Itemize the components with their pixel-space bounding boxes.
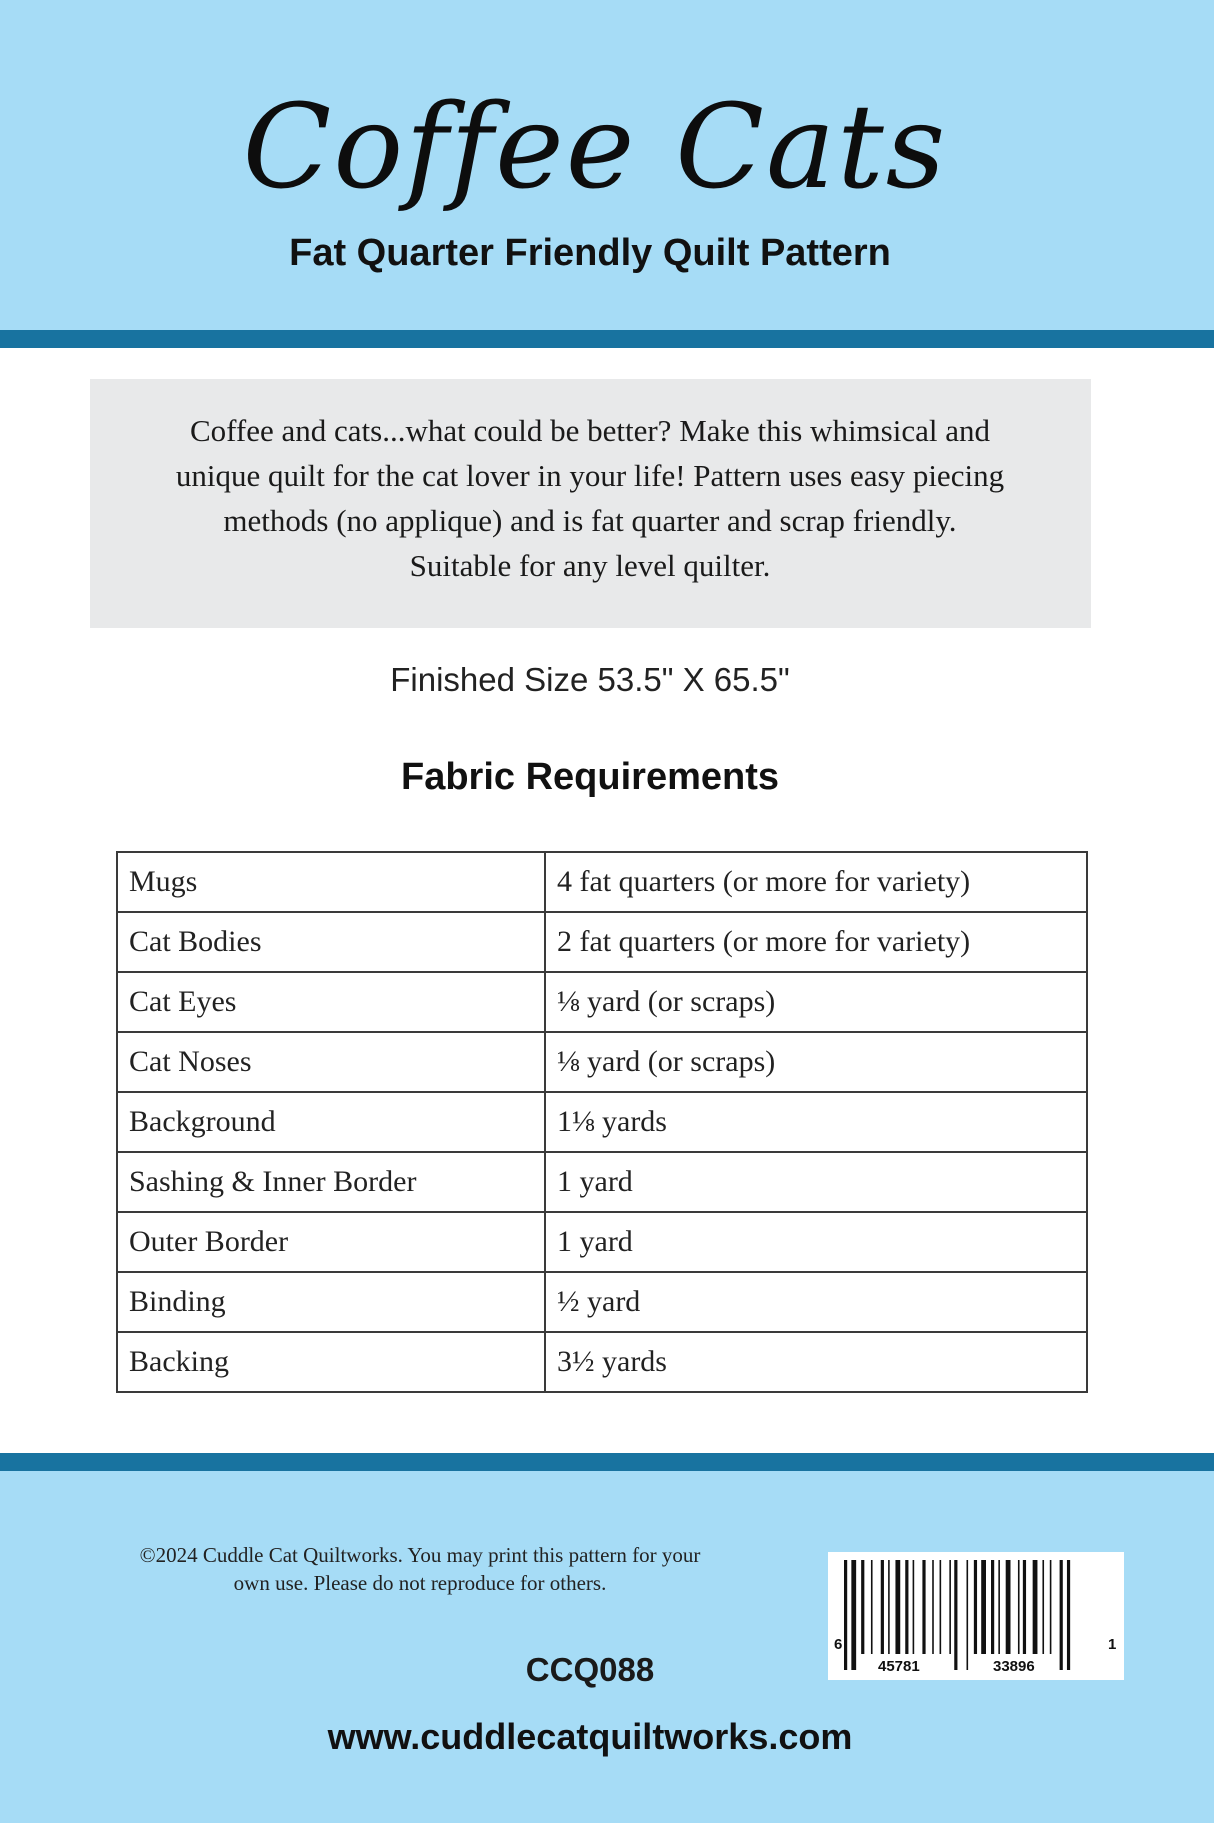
table-row [117,852,1087,912]
fabric-item: Cat Noses [117,1032,545,1092]
table-row [117,1272,1087,1332]
table-row [117,912,1087,972]
barcode-lead-digit: 6 [834,1636,843,1653]
table-row [117,1092,1087,1152]
barcode-check-digit: 1 [1108,1636,1117,1653]
table-row [117,1152,1087,1212]
fabric-amount: 3½ yards [545,1332,1087,1392]
fabric-item: Binding [117,1272,545,1332]
top-divider [0,330,1214,348]
fabric-item: Background [117,1092,545,1152]
table-row [117,1032,1087,1092]
fabric-item: Mugs [117,852,545,912]
fabric-requirements-title: Fabric Requirements [401,756,779,798]
fabric-amount: ½ yard [545,1272,1087,1332]
table-row [117,972,1087,1032]
fabric-requirements-table [116,851,1088,1393]
pattern-title: Coffee Cats [242,80,948,215]
bottom-divider [0,1453,1214,1471]
fabric-amount: 1 yard [545,1212,1087,1272]
pattern-code: CCQ088 [525,1651,655,1688]
copyright-notice: ©2024 Cuddle Cat Quiltworks. You may print this pattern for your own use. Please do not reproduce for others. [139,1543,701,1595]
description-text: Coffee and cats...what could be better? Make this whimsical and unique quilt for the cat lover in your life! Pattern uses easy piecing methods (no applique) and is fat quarter and scrap friendly. Suitable for any level quilter. [175,413,1005,583]
fabric-amount: 1⅛ yards [545,1092,1087,1152]
finished-size: Finished Size 53.5" X 65.5" [390,661,790,698]
barcode-group-1: 45781 [878,1658,920,1675]
fabric-amount: ⅛ yard (or scraps) [545,972,1087,1032]
barcode-group-2: 33896 [993,1658,1035,1675]
fabric-amount: ⅛ yard (or scraps) [545,1032,1087,1092]
fabric-amount: 1 yard [545,1152,1087,1212]
table-row [117,1212,1087,1272]
fabric-item: Backing [117,1332,545,1392]
fabric-amount: 2 fat quarters (or more for variety) [545,912,1087,972]
fabric-item: Cat Eyes [117,972,545,1032]
fabric-item: Sashing & Inner Border [117,1152,545,1212]
website-link[interactable]: www.cuddlecatquiltworks.com [327,1716,853,1757]
pattern-subtitle: Fat Quarter Friendly Quilt Pattern [289,232,891,274]
fabric-item: Outer Border [117,1212,545,1272]
fabric-amount: 4 fat quarters (or more for variety) [545,852,1087,912]
table-row [117,1332,1087,1392]
fabric-item: Cat Bodies [117,912,545,972]
